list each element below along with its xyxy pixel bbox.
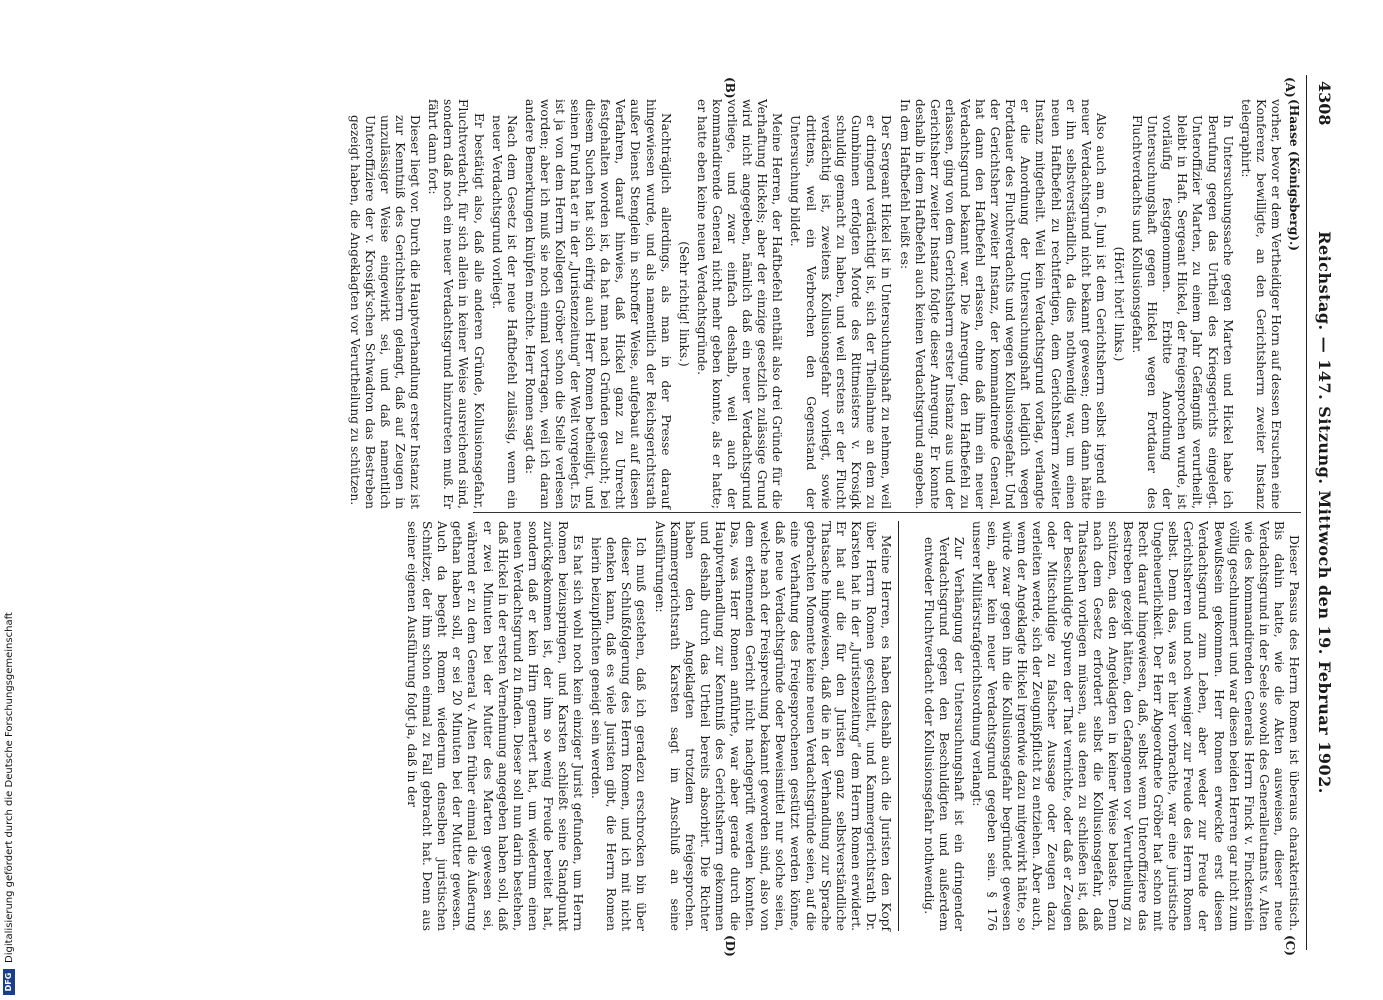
paragraph: Er bestätigt also, daß alle anderen Gründe, Kollusionsgefahr, Fluchtverdacht, für sich allein in keiner Weise ausreichend sind, sondern daß noch ein neuer Verdachtsgrund hinzutreten muß. Er fährt dann fort: <box>426 99 486 509</box>
telegram-quote: In Untersuchungssache gegen Marten und Hickel habe ich Berufung gegen das Urtheil des Kriegsgerichts eingelegt. Unteroffizier Marten, zu einem Jahr Gefängniß verurtheilt, bleibt in Haft. Sergeant Hickel, der freigesprochen wurde, ist vorläufig festgenommen. Erbitte Anordnung der Untersuchungshaft gegen Hickel wegen Fortdauer des Fluchtverdachts und Kollusionsgefahr. <box>1130 115 1235 509</box>
section-divider <box>898 521 899 931</box>
column-right-top <box>906 521 1301 931</box>
romen-quote: Nach dem Gesetz ist der neue Haftbefehl zulässig, wenn ein neuer Verdachtsgrund vorliegt. <box>489 115 519 509</box>
interjection: (Hört! hört! links.) <box>1111 246 1126 362</box>
column-right-bottom <box>405 521 893 931</box>
paragraph: vorher, bevor er dem Vertheidiger Horn auf dessen Ersuchen eine Konferenz bewilligte, an den Gerichtsherrn zweiter Instanz telegraphirt: <box>1238 99 1283 509</box>
warrant-quote: Der Sergeant Hickel ist in Untersuchungshaft zu nehmen, weil er dringend verdächtigt ist, sich der Theilnahme an dem zu Gumbinnen erfolgten Morde des Rittmeisters v. Krosigk schuldig gemacht zu haben, und weil erstens er der Flucht verdächtig ist, zweitens Kollusionsgefahr vorliegt, sowie drittens, weil ein Verbrechen den Gegenstand der Untersuchung bildet. <box>788 115 893 509</box>
margin-mark-d: (D) <box>723 935 737 957</box>
margin-mark-c: (C) <box>1283 935 1297 956</box>
paragraph: Meine Herren, es haben deshalb auch die Juristen den Kopf über Herrn Romen geschüttelt, und Kammergerichtsrath Dr. Karsten hat in der „Juristenzeitung" dem Herrn Romen erwidert. Er hat auf die für den Juristen ganz selbstverständliche Thatsache hingewiesen, daß die in der Verhandlung zur Sprache gebrachten Momente keine neuen Verdachtsgründe seien, auf die eine Verhaftung des Freigesprochenen gestützt werden könne, daß neue Verdachtsgründe oder Beweismittel nur solche seien, welche nach der Freisprechung bekannt geworden sind, also von dem erkennenden Gericht nicht nachgeprüft werden konnten. Das, was Herr Romen anführte, war aber gerade durch die Hauptverhandlung zur Kenntniß des Gerichtsherrn gekommen und deshalb durch das Urtheil bereits absorbirt. Die Richter haben den Angeklagten trotzdem freigesprochen. Kammergerichtsrath Karsten sagt im Anschluß an seine Ausführungen: <box>652 521 893 931</box>
speaker-label: (Haase (Königsberg).) <box>1287 99 1301 252</box>
credit-text: Digitalisierung gefördert durch die Deutsche Forschungsgemeinschaft <box>4 612 15 963</box>
margin-mark-b: (B) <box>723 77 737 99</box>
karsten-quote: Ich muß gestehen, daß ich geradezu erschrocken bin über dieser Schlußfolgerung des Herrn Romen, und ich mit nicht denken kann, daß es viele Juristen gibt, die Herrn Romen hierin beizupflichten geneigt sein werden. <box>589 537 649 931</box>
digitization-credit <box>3 5 19 995</box>
column-divider <box>473 512 1301 513</box>
dfg-logo: DFG <box>3 969 15 995</box>
margin-mark-a: (A) <box>1283 77 1297 98</box>
column-left-top <box>897 99 1301 509</box>
page-title: Reichstag. — 147. Sitzung. Mittwoch den 19. Februar 1902. <box>1315 231 1334 794</box>
page-number: 4308 <box>1315 81 1334 126</box>
paragraph: Also auch am 6. Juni ist dem Gerichtsherrn selbst irgend ein neuer Verdachtsgrund nicht bekannt gewesen; denn dann hätte er ihn selbstverständlich, da dies nothwendig war, um einen neuen Haftbefehl zu rechtfertigen, dem Gerichtsherrn zweiter Instanz mitgetheilt. Weil kein Verdachtsgrund vorlag, verlangte er die Anordnung der Untersuchungshaft lediglich wegen Fortdauer des Fluchtverdachts und wegen Kollusionsgefahr. Und der Gerichtsherr zweiter Instanz, der kommandirende General, hat dann den Haftbefehl erlassen, ohne daß ihm ein neuer Verdachtsgrund bekannt war. Die Anregung, den Haftbefehl zu erlassen, ging von dem Gerichtsherrn erster Instanz aus und der Gerichtsherr zweiter Instanz folgte dieser Anregung. Er konnte deshalb in dem Haftbefehl auch keinen Verdachtsgrund angeben. In dem Haftbefehl heißt es: <box>897 99 1108 509</box>
rotated-page <box>87 75 1337 957</box>
romen-quote: Dieser liegt vor. Durch die Hauptverhandlung erster Instanz ist zur Kenntniß des Gerichtsherrn gelangt, daß auf Zeugen in unzulässiger Weise eingewirkt sei, und daß namentlich Unteroffiziere der v. Krosigk'schen Schwadron das Bestreben gezeigt haben, die Angeklagten vor Verurtheilung zu schützen. <box>347 115 423 509</box>
paragraph: Nachträglich allerdings, als man in der Presse darauf hingewiesen wurde, und als namentlich der Reichsgerichtsrath außer Dienst Stenglein in schroffer Weise, aufgebaut auf diesen Verfahren, darauf hinwies, daß Hickel ganz zu Unrecht festgehalten worden ist, da hat man nach Gründen gesucht; bei diesem Suchen hat sich eifrig auch Herr Romen betheiligt, und seinen Fund hat er in der „Juristenzeitung" der Welt vorgelegt. Es ist ja von dem Herrn Kollegen Gröber schon die Stelle verlesen worden; aber ich muß sie noch einmal vortragen, weil ich daran andere Bemerkungen knüpfen möchte. Herr Romen sagt da: <box>522 99 673 509</box>
page-header <box>1306 75 1337 950</box>
paragraph: Es hat sich wohl noch kein einziger Jurist gefunden, um Herrn Romen beizuspringen, und Karsten schließt seine Standpunkt zurückgekommen ist, der ihm so wenig Freude bereitet hat, sondern daß er kein Hirn gemartert hat, um wiederum einen neuen Verdachtsgrund zu finden. Dieser soll nun darin bestehen, daß Hickel in der ersten Vernehmung angegeben haben soll, daß er zwei Minuten bei der Mutter des Marten gewesen sei, während er zu dem General v. Alten früher einmal die Äußerung gethan haben soll, er sei 20 Minuten bei der Mutter gewesen. Auch da begeht Romen wiederum denselben juristischen Schnitzer, der ihm schon einmal zu Fall gebracht hat. Denn aus seiner eigenen Ausführung folgt ja, daß in der <box>405 521 586 931</box>
interjection: (Sehr richtig! links.) <box>676 241 691 367</box>
paragraph: Dieser Passus des Herrn Romen ist überaus charakteristisch. Bis dahin hatte, wie die Akten ausweisen, dieser neue Verdachtsgrund in der Seele sowohl des Generalleutnants v. Alten wie des kommandirenden Generals Herrn Finck v. Finckenstein völlig geschlummert und war diesen beiden Herren gar nicht zum Bewußtsein gekommen. Herr Romen erweckte erst diesen Verdachtsgrund zum Leben, aber weder zur Freude der Gerichtsherren und noch weniger zur Freude des Herrn Romen selbst. Denn das, was er hier vorbrachte, war eine juristische Ungeheuerlichkeit. Der Herr Abgeordnete Gröber hat schon mit Recht darauf hingewiesen, daß, selbst wenn Unteroffiziere das Bestreben gezeigt hätten, den Gefangenen vor Verurtheilung zu schützen, das den Angeklagten in keiner Weise belaste. Denn nach dem Gesetz erfordert selbst die Kollusionsgefahr, daß Thatsachen vorliegen müssen, aus denen zu schließen ist, daß der Beschuldigte Spuren der That vernichte, oder daß er Zeugen oder Mitschuldige zu falscher Aussage oder Zeugen dazu verleiten werde, sich der Zeugnißpflicht zu entziehen. Aber auch, wenn der Angeklagte Hickel irgendwie dazu mitgewirkt hätte, so würde zwar gegen ihn die Kollusionsgefahr begründet gewesen sein, aber kein neuer Verdachtsgrund gegeben sein. § 176 unserer Militärstrafgerichtsordnung verlangt: <box>970 521 1301 931</box>
paragraph: Meine Herren, der Haftbefehl enthält also drei Gründe für die Verhaftung Hickels; aber der einzige gesetzlich zulässige Grund wird nicht angegeben, nämlich daß ein neuer Verdachtsgrund vorliege, und zwar einfach deshalb, weil auch der kommandirende General nicht mehr geben konnte, als er hatte; er hatte eben keine neuen Verdachtsgründe. <box>694 99 785 509</box>
statute-quote: Zur Verhängung der Untersuchungshaft ist ein dringender Verdachtsgrund gegen den Beschuldigten und außerdem entweder Fluchtverdacht oder Kollusionsgefahr nothwendig. <box>921 537 966 931</box>
column-left-bottom <box>347 99 893 509</box>
